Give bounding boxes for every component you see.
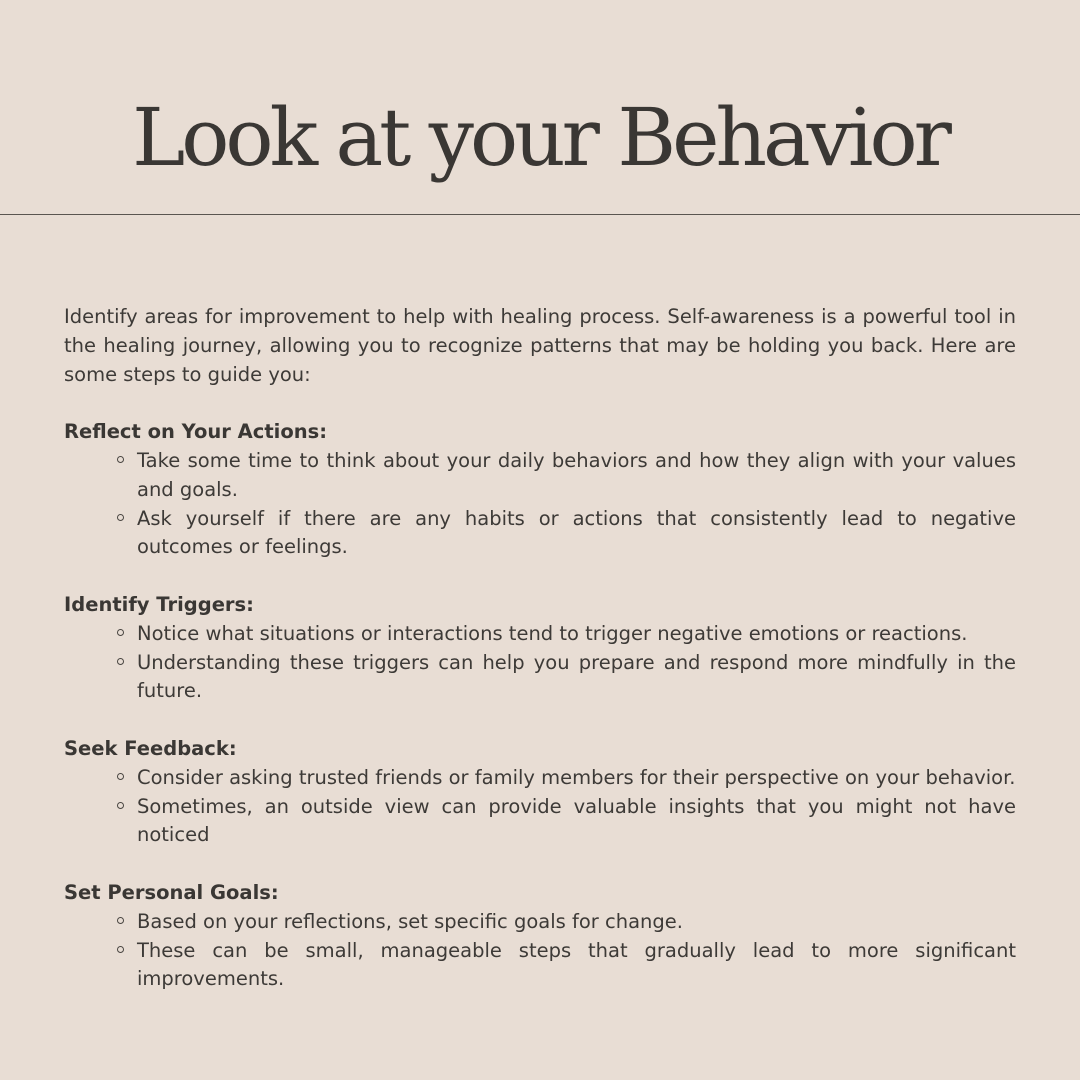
bullet-list [64, 447, 1016, 562]
circle-bullet-icon [117, 514, 124, 521]
section-goals [64, 879, 1016, 994]
bullet-list [64, 620, 1016, 706]
list-item [137, 649, 1016, 707]
list-item [137, 505, 1016, 563]
circle-bullet-icon [117, 917, 124, 924]
section-heading: Identify Triggers: [64, 592, 254, 616]
page-title: Look at your Behavior [132, 91, 948, 184]
bullet-text: Take some time to think about your daily behaviors and how they align with your values and goals. [137, 448, 1016, 501]
section-feedback [64, 735, 1016, 850]
section-heading: Reflect on Your Actions: [64, 420, 328, 444]
list-item [137, 764, 1016, 793]
bullet-list [64, 908, 1016, 994]
circle-bullet-icon [117, 773, 124, 780]
bullet-list [64, 764, 1016, 850]
title-divider [0, 214, 1080, 215]
list-item [137, 937, 1016, 995]
bullet-text: Understanding these triggers can help you prepare and respond more mindfully in the future. [137, 650, 1016, 703]
intro-paragraph: Identify areas for improvement to help with healing process. Self-awareness is a powerful tool in the healing journey, allowing you to recognize patterns that may be holding you back. Here are some steps to guide you: [64, 305, 1016, 386]
circle-bullet-icon [117, 946, 124, 953]
list-item [137, 447, 1016, 505]
section-heading: Set Personal Goals: [64, 880, 279, 904]
bullet-text: Ask yourself if there are any habits or actions that consistently lead to negative outcomes or feelings. [137, 506, 1016, 559]
bullet-text: Notice what situations or interactions tend to trigger negative emotions or reactions. [137, 621, 968, 645]
list-item [137, 908, 1016, 937]
circle-bullet-icon [117, 658, 124, 665]
bullet-text: Sometimes, an outside view can provide valuable insights that you might not have noticed [137, 794, 1016, 847]
list-item [137, 620, 1016, 649]
bullet-text: Consider asking trusted friends or family members for their perspective on your behavior. [137, 765, 1016, 789]
bullet-text: Based on your reflections, set specific goals for change. [137, 909, 683, 933]
bullet-text: These can be small, manageable steps that gradually lead to more significant improvements. [137, 938, 1016, 991]
content-body [64, 303, 1016, 994]
section-reflect [64, 418, 1016, 562]
section-heading: Seek Feedback: [64, 736, 237, 760]
circle-bullet-icon [117, 802, 124, 809]
list-item [137, 793, 1016, 851]
circle-bullet-icon [117, 629, 124, 636]
circle-bullet-icon [117, 456, 124, 463]
section-triggers [64, 591, 1016, 706]
